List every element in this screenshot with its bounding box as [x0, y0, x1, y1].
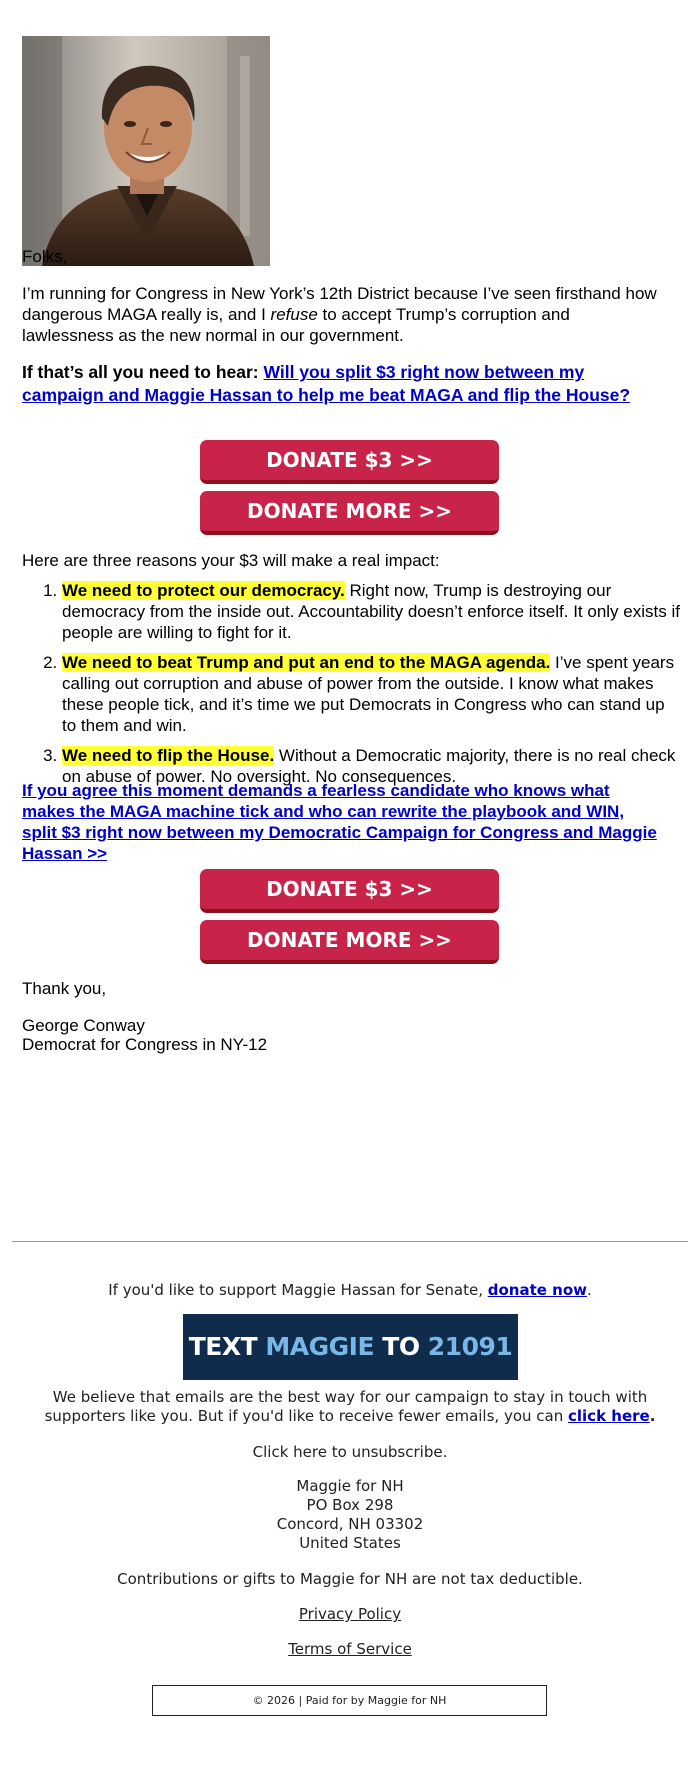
reasons-list [22, 580, 682, 796]
reason-item-1 [62, 580, 682, 643]
donate-ask-link-1[interactable]: Will you split $3 right now between my campaign and Maggie Hassan to help me beat MAGA and flip the House? [22, 362, 631, 405]
ask-paragraph-1 [22, 361, 662, 407]
banner-keyword: MAGGIE [265, 1332, 375, 1361]
footer-divider [12, 1241, 688, 1242]
reason-highlight-2: We need to beat Trump and put an end to the MAGA agenda. [62, 653, 551, 672]
banner-text-2: TO [374, 1332, 428, 1361]
address-line-2: PO Box 298 [306, 1496, 394, 1514]
donate-3-button-2[interactable]: DONATE $3 >> [200, 869, 499, 913]
reason-text-2: I’ve spent years calling out corruption and abuse of power from the outside. I know what makes these people tick, and it’s time we put Democrats in Congress who can stand up to them and win. [62, 653, 675, 735]
privacy-policy-wrap [0, 1605, 700, 1624]
signoff-thanks: Thank you, [22, 979, 107, 998]
address-line-1: Maggie for NH [296, 1477, 404, 1495]
reason-highlight-3: We need to flip the House. [62, 746, 275, 765]
support-lead: If you'd like to support Maggie Hassan for Senate, [108, 1281, 488, 1299]
tax-note: Contributions or gifts to Maggie for NH are not tax deductible. [117, 1570, 583, 1588]
fewer-emails-lead: We believe that emails are the best way for our campaign to stay in touch with supporters like you. But if you'd like to receive fewer emails, you can [44, 1388, 648, 1425]
support-end: . [587, 1281, 592, 1299]
ask-lead: If that’s all you need to hear: [22, 362, 264, 382]
donate-ask-link-2[interactable]: If you agree this moment demands a fearless candidate who knows what makes the MAGA machine tick and who can rewrite the playbook and WIN, split $3 right now between my Democratic Campaign for Congress and Maggie Hassan >> [22, 781, 657, 863]
signoff-title: Democrat for Congress in NY-12 [22, 1035, 268, 1054]
signoff-name: George Conway [22, 1016, 145, 1035]
privacy-policy-link[interactable]: Privacy Policy [298, 1605, 402, 1623]
banner-text-1: TEXT [188, 1332, 266, 1361]
unsubscribe-link[interactable]: Click here to unsubscribe. [252, 1443, 448, 1461]
fewer-emails-paragraph [12, 1388, 688, 1426]
reason-text-1: Right now, Trump is destroying our democracy from the inside out. Accountability doesn’t enforce itself. It only exists if people are willing to fight for it. [62, 581, 680, 642]
fewer-emails-end: . [649, 1407, 656, 1425]
fewer-emails-link[interactable]: click here [568, 1407, 650, 1425]
reason-text-3: Without a Democratic majority, there is no real check on abuse of power. No oversight. No consequences. [62, 746, 676, 786]
banner-number: 21091 [427, 1332, 513, 1361]
ask-paragraph-2 [22, 780, 662, 864]
terms-of-service-link[interactable]: Terms of Service [288, 1640, 412, 1658]
donate-now-link[interactable]: donate now [487, 1281, 587, 1299]
headshot-photo [22, 36, 270, 266]
footer-support-line [0, 1281, 700, 1300]
intro-part2: to accept Trump’s corruption and lawlessness as the new normal in our government. [22, 305, 570, 345]
paid-for-disclaimer: © 2026 | Paid for by Maggie for NH [152, 1685, 547, 1716]
donate-more-button-1[interactable]: DONATE MORE >> [200, 491, 499, 535]
intro-emphasis: refuse [270, 305, 318, 324]
intro-paragraph [22, 283, 662, 346]
address-line-4: United States [299, 1534, 401, 1552]
reason-highlight-1: We need to protect our democracy. [62, 581, 345, 600]
donate-more-button-2[interactable]: DONATE MORE >> [200, 920, 499, 964]
donate-3-button-1[interactable]: DONATE $3 >> [200, 440, 499, 484]
reason-item-2 [62, 652, 682, 736]
address-line-3: Concord, NH 03302 [276, 1515, 424, 1533]
greeting: Folks, [22, 247, 68, 266]
intro-part1: I’m running for Congress in New York’s 12th District because I’ve seen firsthand how dangerous MAGA really is, and I [22, 284, 657, 324]
reasons-intro: Here are three reasons your $3 will make a real impact: [22, 551, 440, 570]
text-maggie-banner[interactable] [183, 1314, 518, 1380]
terms-wrap [0, 1640, 700, 1659]
